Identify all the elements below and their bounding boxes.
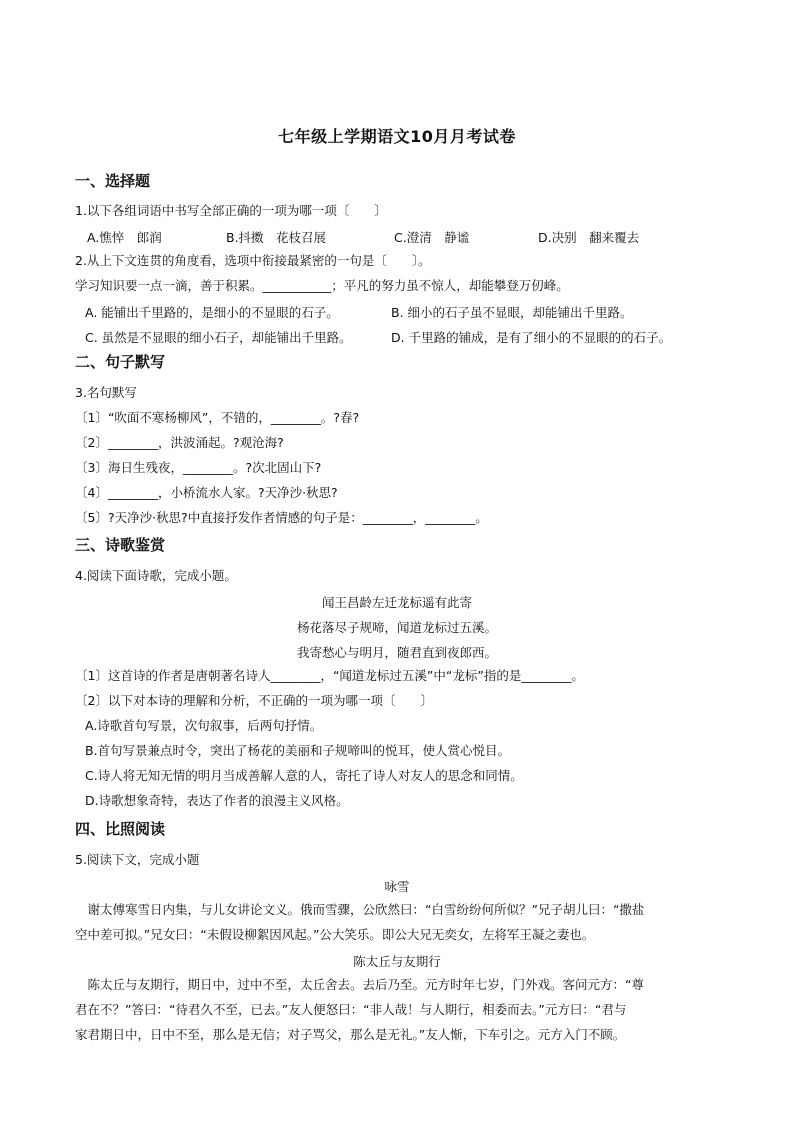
text-2-line: 家君期日中，日中不至，那么是无信；对子骂父，那么是无礼。”友人惭，下车引之。元方入门不顾。	[75, 1027, 626, 1042]
question-4-sub-1: 〔1〕这首诗的作者是唐朝著名诗人________，“闻道龙标过五溪”中“龙标”指的是________。	[75, 668, 584, 683]
text-1-line: 空中差可拟。”兄女曰：“未假设柳絮因风起。”公大笑乐。即公大兄无奕女，左将军王凝之妻也。	[75, 927, 595, 942]
question-4-option-c: C.诗人将无知无情的明月当成善解人意的人，寄托了诗人对友人的思念和同情。	[85, 768, 523, 783]
question-2-option-b: B. 细小的石子虽不显眼，却能铺出千里路。	[391, 305, 633, 320]
question-5-stem: 5.阅读下文，完成小题	[75, 852, 200, 867]
section-heading-comparison: 四、比照阅读	[75, 820, 166, 838]
text-1-title: 咏雪	[384, 879, 410, 894]
text-2-line: 陈太丘与友期行，期日中，过中不至，太丘舍去。去后乃至。元方时年七岁，门外戏。客问元方：“尊	[75, 977, 644, 992]
question-4-stem: 4.阅读下面诗歌，完成小题。	[75, 568, 237, 583]
question-2-stem: 2.从上下文连贯的角度看，选项中衔接最紧密的一句是〔 〕。	[75, 253, 431, 268]
poem-line: 我寄愁心与明月，随君直到夜郎西。	[296, 645, 497, 660]
text-2-title: 陈太丘与友期行	[353, 954, 441, 969]
question-1-option-b: B.抖擞 花枝召展	[226, 230, 327, 245]
question-4-option-b: B.首句写景兼点时令，突出了杨花的美丽和子规啼叫的悦耳，使人赏心悦目。	[85, 743, 511, 758]
question-1-option-c: C.澄清 静谧	[394, 230, 470, 245]
question-3-item: 〔1〕“吹面不寒杨柳风”，不错的，________。?春?	[75, 410, 360, 425]
section-heading-choice: 一、选择题	[75, 172, 151, 190]
question-3-item: 〔5〕?天净沙·秋思?中直接抒发作者情感的句子是：________，________。	[75, 510, 488, 525]
poem-line: 杨花落尽子规啼，闻道龙标过五溪。	[296, 620, 497, 635]
question-3-item: 〔4〕________，小桥流水人家。?天净沙·秋思?	[75, 485, 338, 500]
question-1-option-a: A.憔悴 郎润	[87, 230, 162, 245]
text-2-line: 君在不？”答曰：“待君久不至，已去。”友人便怒曰：“非人哉！与人期行，相委而去。”元方曰：“君与	[75, 1002, 627, 1017]
question-4-option-a: A.诗歌首句写景，次句叙事，后两句抒情。	[85, 718, 323, 733]
question-2-passage: 学习知识要一点一滴，善于积累。___________；平凡的努力虽不惊人，却能攀登万仞峰。	[75, 278, 569, 293]
question-1-stem: 1.以下各组词语中书写全部正确的一项为哪一项〔 〕	[75, 203, 387, 218]
question-4-option-d: D.诗歌想象奇特，表达了作者的浪漫主义风格。	[85, 793, 349, 808]
question-1-option-d: D.决别 翻来覆去	[538, 230, 640, 245]
question-2-option-a: A. 能铺出千里路的，是细小的不显眼的石子。	[85, 305, 339, 320]
poem-title: 闻王昌龄左迁龙标遥有此寄	[321, 595, 472, 610]
section-heading-dictation: 二、句子默写	[75, 353, 166, 371]
question-3-stem: 3.名句默写	[75, 385, 137, 400]
text-1-line: 谢太傅寒雪日内集，与儿女讲论文义。俄而雪骤，公欣然曰：“白雪纷纷何所似？”兄子胡儿曰：“撒盐	[75, 902, 645, 917]
question-2-option-d: D. 千里路的铺成，是有了细小的不显眼的的石子。	[391, 330, 672, 345]
question-3-item: 〔3〕海日生残夜，________。?次北固山下?	[75, 460, 322, 475]
page-title: 七年级上学期语文10月月考试卷	[278, 127, 516, 146]
question-3-item: 〔2〕________，洪波涌起。?观沧海?	[75, 435, 284, 450]
question-2-option-c: C. 虽然是不显眼的细小石子，却能铺出千里路。	[85, 330, 352, 345]
question-4-sub-2: 〔2〕以下对本诗的理解和分析，不正确的一项为哪一项〔 〕	[75, 693, 433, 708]
section-heading-poetry: 三、诗歌鉴赏	[75, 536, 166, 554]
